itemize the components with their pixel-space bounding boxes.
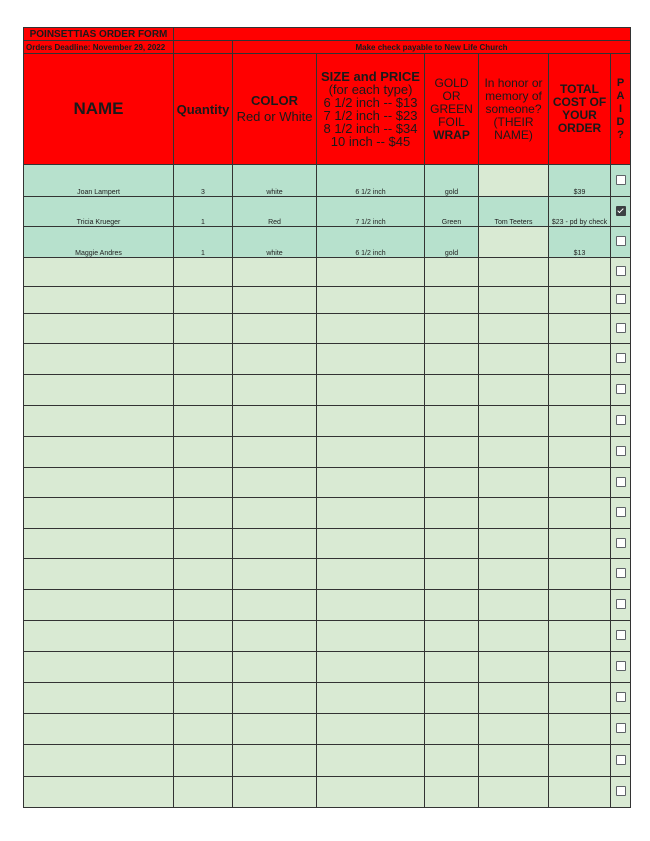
- empty-cell[interactable]: [233, 258, 317, 287]
- empty-cell[interactable]: [549, 344, 611, 375]
- header-paid[interactable]: P A I D ?: [611, 54, 631, 165]
- empty-row: [24, 652, 631, 683]
- empty-row: [24, 683, 631, 714]
- empty-cell[interactable]: [233, 683, 317, 714]
- cell-honor[interactable]: [479, 227, 549, 258]
- paid-checkbox[interactable]: [616, 755, 626, 765]
- empty-cell[interactable]: [317, 652, 425, 683]
- empty-row: [24, 258, 631, 287]
- empty-cell[interactable]: [24, 498, 174, 529]
- empty-row: [24, 777, 631, 808]
- title-row-blank[interactable]: [174, 28, 631, 41]
- cell-paid[interactable]: [611, 683, 631, 714]
- empty-cell[interactable]: [479, 375, 549, 406]
- empty-cell[interactable]: [549, 287, 611, 314]
- empty-cell[interactable]: [233, 468, 317, 498]
- empty-row: [24, 559, 631, 590]
- payable-cell[interactable]: [233, 41, 631, 54]
- deadline-row-blank[interactable]: [174, 41, 233, 54]
- cell-size[interactable]: 6 1/2 inch: [317, 227, 425, 258]
- empty-cell[interactable]: [479, 621, 549, 652]
- empty-cell[interactable]: [425, 498, 479, 529]
- deadline-cell[interactable]: [24, 41, 174, 54]
- empty-cell[interactable]: [233, 559, 317, 590]
- empty-cell[interactable]: [425, 375, 479, 406]
- empty-cell[interactable]: [549, 683, 611, 714]
- empty-row: [24, 344, 631, 375]
- empty-cell[interactable]: [24, 344, 174, 375]
- empty-row: [24, 498, 631, 529]
- empty-row: [24, 437, 631, 468]
- empty-cell[interactable]: [479, 406, 549, 437]
- cell-paid[interactable]: [611, 714, 631, 745]
- empty-cell[interactable]: [24, 652, 174, 683]
- empty-cell[interactable]: [317, 437, 425, 468]
- cell-paid[interactable]: [611, 529, 631, 559]
- empty-cell[interactable]: [174, 777, 233, 808]
- empty-cell[interactable]: [549, 498, 611, 529]
- empty-cell[interactable]: [174, 344, 233, 375]
- empty-cell[interactable]: [549, 714, 611, 745]
- payable-text: Make check payable to New Life Church: [355, 42, 508, 52]
- form-title: POINSETTIAS ORDER FORM: [29, 28, 168, 40]
- empty-cell[interactable]: [317, 287, 425, 314]
- empty-cell[interactable]: [174, 621, 233, 652]
- empty-cell[interactable]: [549, 777, 611, 808]
- cell-paid[interactable]: [611, 590, 631, 621]
- empty-cell[interactable]: [549, 314, 611, 344]
- empty-cell[interactable]: [317, 777, 425, 808]
- empty-cell[interactable]: [233, 344, 317, 375]
- empty-cell[interactable]: [174, 287, 233, 314]
- cell-size[interactable]: 7 1/2 inch: [317, 197, 425, 227]
- empty-cell[interactable]: [479, 437, 549, 468]
- empty-cell[interactable]: [174, 468, 233, 498]
- cell-paid[interactable]: [611, 258, 631, 287]
- cell-paid[interactable]: [611, 468, 631, 498]
- cell-paid[interactable]: [611, 498, 631, 529]
- paid-checkbox[interactable]: [616, 507, 626, 517]
- empty-cell[interactable]: [317, 559, 425, 590]
- empty-cell[interactable]: [24, 621, 174, 652]
- empty-cell[interactable]: [425, 258, 479, 287]
- empty-cell[interactable]: [174, 314, 233, 344]
- empty-cell[interactable]: [425, 559, 479, 590]
- cell-paid[interactable]: [611, 437, 631, 468]
- empty-cell[interactable]: [549, 652, 611, 683]
- empty-row: [24, 406, 631, 437]
- empty-cell[interactable]: [174, 683, 233, 714]
- empty-cell[interactable]: [233, 437, 317, 468]
- empty-cell[interactable]: [174, 559, 233, 590]
- paid-checkbox[interactable]: [616, 538, 626, 548]
- header-name[interactable]: NAME: [24, 54, 174, 165]
- empty-row: [24, 529, 631, 559]
- cell-paid[interactable]: [611, 621, 631, 652]
- paid-checkbox[interactable]: [616, 568, 626, 578]
- cell-total[interactable]: $23 - pd by check: [549, 197, 611, 227]
- empty-cell[interactable]: [233, 314, 317, 344]
- empty-cell[interactable]: [317, 683, 425, 714]
- empty-cell[interactable]: [425, 437, 479, 468]
- empty-cell[interactable]: [24, 590, 174, 621]
- empty-cell[interactable]: [24, 468, 174, 498]
- empty-cell[interactable]: [317, 590, 425, 621]
- header-size-price[interactable]: SIZE and PRICE (for each type) 6 1/2 inch -- $13 7 1/2 inch -- $23 8 1/2 inch -- $34 10 inch -- $45: [317, 54, 425, 165]
- empty-cell[interactable]: [233, 529, 317, 559]
- cell-paid[interactable]: [611, 406, 631, 437]
- cell-quantity[interactable]: 1: [174, 197, 233, 227]
- empty-cell[interactable]: [317, 529, 425, 559]
- empty-cell[interactable]: [425, 714, 479, 745]
- empty-cell[interactable]: [425, 344, 479, 375]
- empty-cell[interactable]: [233, 745, 317, 777]
- cell-wrap[interactable]: Green: [425, 197, 479, 227]
- empty-cell[interactable]: [479, 529, 549, 559]
- paid-checkbox[interactable]: [616, 661, 626, 671]
- empty-cell[interactable]: [24, 714, 174, 745]
- empty-cell[interactable]: [425, 468, 479, 498]
- empty-cell[interactable]: [479, 344, 549, 375]
- cell-name[interactable]: Joan Lampert: [24, 165, 174, 197]
- header-total-cost[interactable]: TOTAL COST OF YOUR ORDER: [549, 54, 611, 165]
- empty-cell[interactable]: [549, 621, 611, 652]
- deadline-text: Orders Deadline: November 29, 2022: [26, 42, 166, 52]
- empty-cell[interactable]: [24, 777, 174, 808]
- empty-cell[interactable]: [317, 745, 425, 777]
- empty-cell[interactable]: [425, 529, 479, 559]
- cell-wrap[interactable]: gold: [425, 165, 479, 197]
- empty-cell[interactable]: [174, 498, 233, 529]
- table-row: [24, 197, 631, 227]
- empty-cell[interactable]: [425, 314, 479, 344]
- empty-cell[interactable]: [24, 529, 174, 559]
- empty-cell[interactable]: [174, 590, 233, 621]
- table-row: [24, 227, 631, 258]
- paid-checkbox[interactable]: [616, 446, 626, 456]
- empty-cell[interactable]: [317, 498, 425, 529]
- paid-checkbox[interactable]: [616, 266, 626, 276]
- cell-quantity[interactable]: 1: [174, 227, 233, 258]
- cell-honor[interactable]: Tom Teeters: [479, 197, 549, 227]
- paid-checkbox[interactable]: [616, 175, 626, 185]
- empty-cell[interactable]: [479, 777, 549, 808]
- empty-cell[interactable]: [479, 745, 549, 777]
- order-form-table: [23, 27, 631, 808]
- empty-cell[interactable]: [317, 258, 425, 287]
- cell-paid[interactable]: [611, 375, 631, 406]
- empty-cell[interactable]: [233, 375, 317, 406]
- empty-cell[interactable]: [174, 714, 233, 745]
- empty-cell[interactable]: [479, 258, 549, 287]
- empty-cell[interactable]: [174, 258, 233, 287]
- empty-cell[interactable]: [174, 406, 233, 437]
- cell-wrap[interactable]: gold: [425, 227, 479, 258]
- empty-cell[interactable]: [317, 468, 425, 498]
- empty-cell[interactable]: [24, 683, 174, 714]
- header-foil-wrap[interactable]: GOLD OR GREEN FOIL WRAP: [425, 54, 479, 165]
- paid-checkbox[interactable]: [616, 477, 626, 487]
- empty-cell[interactable]: [479, 314, 549, 344]
- cell-quantity[interactable]: 3: [174, 165, 233, 197]
- empty-cell[interactable]: [549, 468, 611, 498]
- empty-cell[interactable]: [479, 498, 549, 529]
- paid-checkbox[interactable]: [616, 353, 626, 363]
- cell-paid[interactable]: [611, 745, 631, 777]
- paid-checkbox[interactable]: [616, 206, 626, 216]
- empty-cell[interactable]: [174, 745, 233, 777]
- empty-cell[interactable]: [425, 652, 479, 683]
- cell-paid[interactable]: [611, 652, 631, 683]
- empty-cell[interactable]: [549, 258, 611, 287]
- paid-checkbox[interactable]: [616, 630, 626, 640]
- empty-cell[interactable]: [24, 745, 174, 777]
- empty-cell[interactable]: [317, 314, 425, 344]
- empty-cell[interactable]: [24, 559, 174, 590]
- empty-cell[interactable]: [425, 621, 479, 652]
- empty-cell[interactable]: [24, 258, 174, 287]
- empty-cell[interactable]: [479, 468, 549, 498]
- paid-checkbox[interactable]: [616, 415, 626, 425]
- paid-checkbox[interactable]: [616, 692, 626, 702]
- paid-checkbox[interactable]: [616, 236, 626, 246]
- empty-cell[interactable]: [479, 590, 549, 621]
- empty-cell[interactable]: [317, 714, 425, 745]
- cell-honor[interactable]: [479, 165, 549, 197]
- empty-cell[interactable]: [549, 437, 611, 468]
- empty-row: [24, 621, 631, 652]
- table-row: [24, 165, 631, 197]
- paid-checkbox[interactable]: [616, 599, 626, 609]
- cell-paid[interactable]: [611, 344, 631, 375]
- empty-row: [24, 468, 631, 498]
- empty-row: [24, 714, 631, 745]
- empty-cell[interactable]: [549, 559, 611, 590]
- empty-cell[interactable]: [425, 406, 479, 437]
- empty-cell[interactable]: [233, 406, 317, 437]
- empty-cell[interactable]: [233, 590, 317, 621]
- empty-cell[interactable]: [24, 406, 174, 437]
- empty-cell[interactable]: [479, 287, 549, 314]
- empty-cell[interactable]: [174, 529, 233, 559]
- empty-cell[interactable]: [317, 621, 425, 652]
- cell-name[interactable]: Maggie Andres: [24, 227, 174, 258]
- empty-cell[interactable]: [233, 652, 317, 683]
- empty-cell[interactable]: [479, 683, 549, 714]
- empty-cell[interactable]: [24, 437, 174, 468]
- empty-cell[interactable]: [174, 437, 233, 468]
- empty-cell[interactable]: [174, 652, 233, 683]
- cell-total[interactable]: $39: [549, 165, 611, 197]
- empty-cell[interactable]: [479, 652, 549, 683]
- cell-paid[interactable]: [611, 165, 631, 197]
- cell-paid[interactable]: [611, 197, 631, 227]
- empty-cell[interactable]: [317, 406, 425, 437]
- empty-cell[interactable]: [425, 287, 479, 314]
- cell-paid[interactable]: [611, 314, 631, 344]
- empty-cell[interactable]: [479, 714, 549, 745]
- empty-cell[interactable]: [549, 590, 611, 621]
- form-title-cell[interactable]: [24, 28, 174, 41]
- empty-cell[interactable]: [24, 314, 174, 344]
- paid-checkbox[interactable]: [616, 294, 626, 304]
- empty-cell[interactable]: [425, 683, 479, 714]
- cell-size[interactable]: 6 1/2 inch: [317, 165, 425, 197]
- empty-cell[interactable]: [24, 375, 174, 406]
- empty-cell[interactable]: [24, 287, 174, 314]
- empty-cell[interactable]: [549, 529, 611, 559]
- header-color[interactable]: COLOR Red or White: [233, 54, 317, 165]
- empty-cell[interactable]: [233, 714, 317, 745]
- empty-row: [24, 745, 631, 777]
- paid-checkbox[interactable]: [616, 786, 626, 796]
- empty-cell[interactable]: [479, 559, 549, 590]
- cell-paid[interactable]: [611, 559, 631, 590]
- cell-paid[interactable]: [611, 777, 631, 808]
- empty-cell[interactable]: [317, 375, 425, 406]
- paid-checkbox[interactable]: [616, 723, 626, 733]
- empty-cell[interactable]: [549, 745, 611, 777]
- empty-row: [24, 375, 631, 406]
- cell-paid[interactable]: [611, 227, 631, 258]
- header-quantity[interactable]: Quantity: [174, 54, 233, 165]
- cell-paid[interactable]: [611, 287, 631, 314]
- empty-cell[interactable]: [317, 344, 425, 375]
- empty-cell[interactable]: [549, 406, 611, 437]
- empty-row: [24, 287, 631, 314]
- cell-color[interactable]: Red: [233, 197, 317, 227]
- empty-cell[interactable]: [425, 777, 479, 808]
- empty-cell[interactable]: [233, 498, 317, 529]
- header-honor[interactable]: In honor or memory of someone? (THEIR NAME): [479, 54, 549, 165]
- cell-color[interactable]: white: [233, 227, 317, 258]
- empty-cell[interactable]: [549, 375, 611, 406]
- empty-cell[interactable]: [174, 375, 233, 406]
- empty-cell[interactable]: [425, 745, 479, 777]
- paid-checkbox[interactable]: [616, 384, 626, 394]
- empty-cell[interactable]: [233, 777, 317, 808]
- cell-color[interactable]: white: [233, 165, 317, 197]
- empty-cell[interactable]: [233, 287, 317, 314]
- paid-checkbox[interactable]: [616, 323, 626, 333]
- cell-total[interactable]: $13: [549, 227, 611, 258]
- empty-cell[interactable]: [425, 590, 479, 621]
- empty-cell[interactable]: [233, 621, 317, 652]
- empty-row: [24, 590, 631, 621]
- cell-name[interactable]: Tricia Krueger: [24, 197, 174, 227]
- empty-row: [24, 314, 631, 344]
